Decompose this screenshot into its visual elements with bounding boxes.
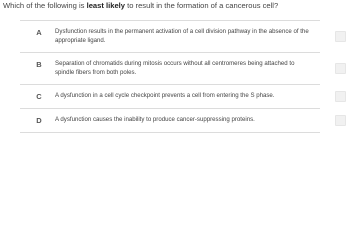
option-d-letter: D (36, 116, 42, 125)
option-a[interactable] (20, 21, 320, 53)
option-b-checkbox[interactable] (335, 63, 346, 74)
option-a-text: Dysfunction results in the permanent activation of a cell division pathway in the absence of the appropriate ligand. (55, 28, 309, 44)
answer-options (20, 20, 320, 133)
question-prefix: Which of the following is (3, 1, 87, 10)
option-c-text: A dysfunction in a cell cycle checkpoint prevents a cell from entering the S phase. (55, 92, 275, 99)
question-suffix: to result in the formation of a cancerous cell? (125, 1, 279, 10)
option-b-letter: B (36, 60, 42, 69)
option-c[interactable] (20, 85, 320, 109)
option-a-letter: A (36, 28, 42, 37)
option-d-checkbox[interactable] (335, 115, 346, 126)
option-a-checkbox[interactable] (335, 31, 346, 42)
option-d[interactable] (20, 109, 320, 133)
option-c-letter: C (36, 92, 42, 101)
option-d-text: A dysfunction causes the inability to produce cancer-suppressing proteins. (55, 116, 255, 123)
question-emphasis: least likely (86, 1, 125, 10)
question-text (3, 1, 348, 11)
option-b[interactable] (20, 53, 320, 85)
option-b-text: Separation of chromatids during mitosis occurs without all centromeres being attached to spindle fibers from both poles. (55, 60, 295, 76)
option-c-checkbox[interactable] (335, 91, 346, 102)
